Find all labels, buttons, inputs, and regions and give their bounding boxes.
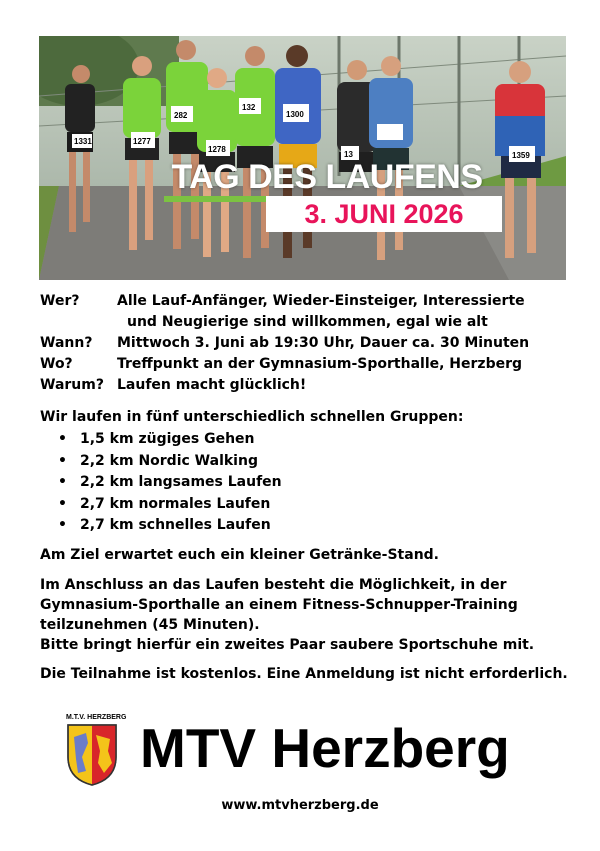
info-value: Alle Lauf-Anfänger, Wieder-Einsteiger, Interessierte [117, 293, 525, 309]
crest-label: M.T.V. HERZBERG [66, 714, 127, 721]
bib-label: RUN [379, 129, 397, 138]
event-info [40, 291, 580, 396]
info-row-where [40, 354, 580, 375]
groups-list [58, 429, 282, 537]
list-item [58, 451, 282, 473]
info-row-why [40, 375, 580, 396]
bullet-icon: • [58, 517, 67, 533]
group-label: 2,7 km normales Laufen [80, 495, 271, 512]
bullet-icon: • [58, 431, 67, 447]
info-value: Laufen macht glücklich! [117, 377, 307, 393]
text-line: Gymnasium-Sporthalle an einem Fitness-Schnupper-Training [40, 597, 518, 613]
bib-label: 1359 [512, 151, 530, 160]
drinks-note: Am Ziel erwartet euch ein kleiner Getränke-Stand. [40, 547, 439, 563]
bib-label: 1278 [208, 145, 226, 154]
info-value: Treffpunkt an der Gymnasium-Sporthalle, Herzberg [117, 356, 523, 372]
fitness-note [40, 575, 580, 655]
bib-label: 132 [242, 103, 256, 112]
info-value: Mittwoch 3. Juni ab 19:30 Uhr, Dauer ca. 30 Minuten [117, 335, 530, 351]
hero-photo [39, 36, 566, 280]
group-label: 2,2 km Nordic Walking [80, 452, 258, 469]
participation-note: Die Teilnahme ist kostenlos. Eine Anmeldung ist nicht erforderlich. [40, 666, 568, 682]
org-name: MTV Herzberg [140, 717, 510, 779]
bullet-icon: • [58, 452, 67, 469]
event-title: TAG DES LAUFENS [171, 158, 483, 196]
bib-label: 1300 [286, 110, 304, 119]
info-key: Wann? [40, 335, 93, 351]
list-item [58, 515, 282, 537]
info-row-who-cont [40, 312, 580, 333]
groups-heading: Wir laufen in fünf unterschiedlich schnellen Gruppen: [40, 409, 464, 425]
event-date: 3. JUNI 2026 [266, 196, 502, 232]
bib-label: 282 [174, 111, 188, 120]
info-key: Warum? [40, 377, 104, 393]
info-key: Wer? [40, 293, 80, 309]
list-item [58, 429, 282, 451]
text-line: teilzunehmen (45 Minuten). [40, 617, 260, 633]
info-key: Wo? [40, 356, 73, 372]
group-label: 2,7 km schnelles Laufen [80, 517, 271, 533]
bib-label: 1331 [74, 137, 92, 146]
list-item [58, 494, 282, 516]
bib-label: 1277 [133, 137, 151, 146]
group-label: 1,5 km zügiges Gehen [80, 431, 255, 447]
bullet-icon: • [58, 474, 67, 490]
list-item [58, 472, 282, 494]
info-value: und Neugierige sind willkommen, egal wie alt [127, 314, 488, 330]
text-line: Im Anschluss an das Laufen besteht die Möglichkeit, in der [40, 577, 507, 593]
website-link[interactable]: www.mtvherzberg.de [221, 798, 379, 813]
club-crest [66, 713, 127, 787]
group-label: 2,2 km langsames Laufen [80, 474, 282, 490]
coat-of-arms-icon [66, 723, 118, 787]
info-row-when [40, 333, 580, 354]
bullet-icon: • [58, 495, 67, 512]
text-line: Bitte bringt hierfür ein zweites Paar saubere Sportschuhe mit. [40, 637, 535, 653]
bib-label: 13 [344, 150, 353, 159]
info-row-who [40, 291, 580, 312]
